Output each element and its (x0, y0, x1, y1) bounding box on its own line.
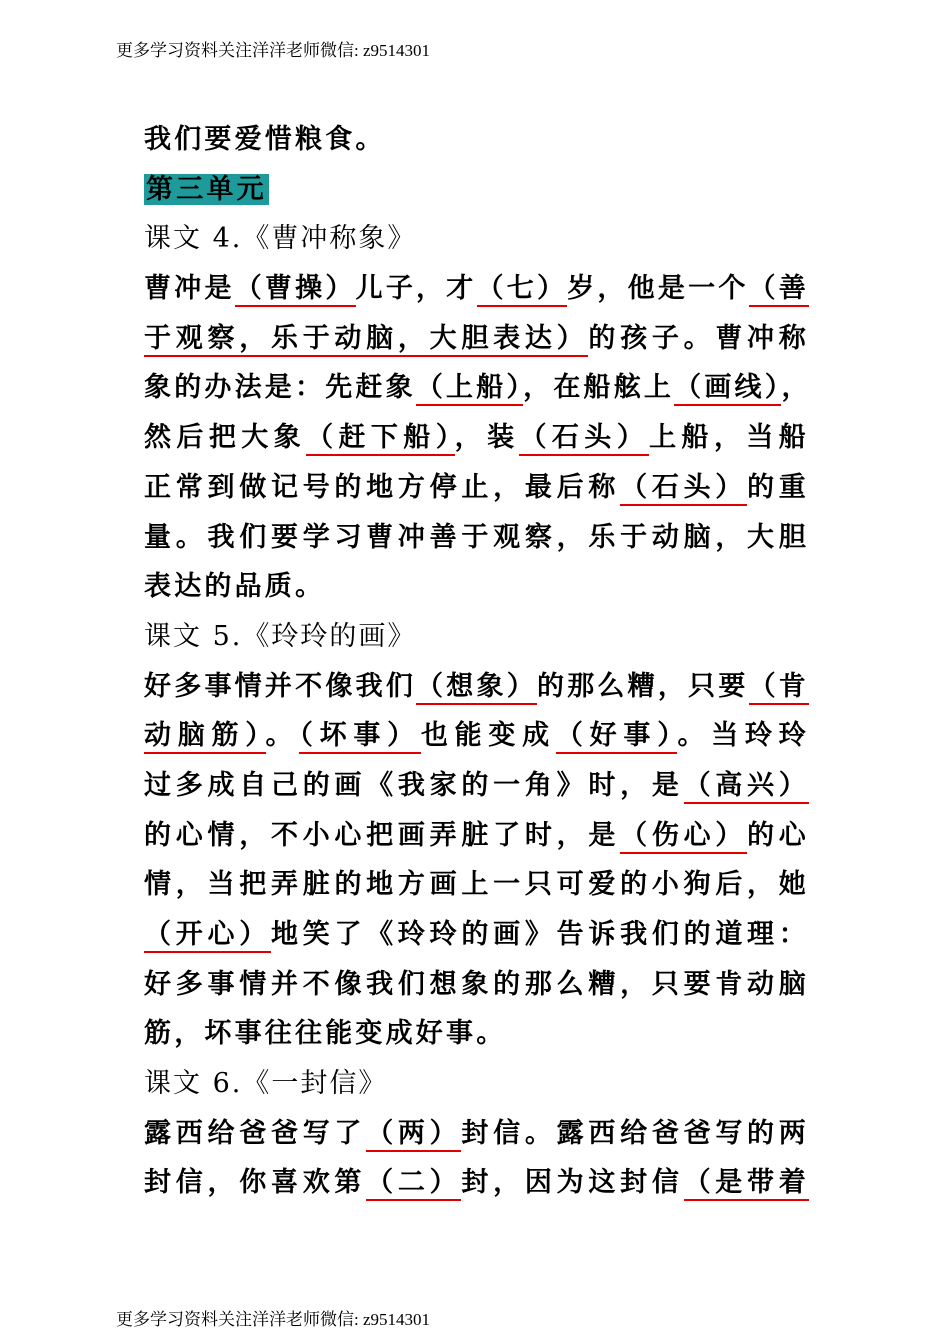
text-segment: 封，因为这封信 (461, 1167, 684, 1199)
text-line (144, 363, 812, 413)
text-segment: 好多事情并不像我们 (144, 670, 417, 702)
fill-blank: （曹操） (235, 273, 356, 307)
fill-blank: （画线） (674, 372, 781, 406)
text-line (144, 314, 809, 364)
lesson-title-text: 课文 5.《玲玲的画》 (144, 620, 417, 652)
lesson-title (144, 612, 809, 662)
text-segment: 然后把大象 (144, 422, 307, 454)
text-segment: ，在船舷上 (523, 372, 675, 404)
lesson-title (144, 214, 809, 264)
fill-blank: （两） (366, 1118, 461, 1152)
text-line (144, 860, 809, 910)
text-segment: 。当玲玲 (677, 720, 809, 752)
text-segment: 的重 (747, 471, 810, 503)
lesson-title-text: 课文 6.《一封信》 (144, 1068, 388, 1100)
text-line (144, 513, 809, 563)
fill-blank: （坏事） (299, 720, 421, 754)
text-line (144, 662, 809, 712)
text-line (144, 413, 809, 463)
text-segment: 儿子，才 (355, 273, 477, 305)
text-line (144, 711, 809, 761)
text-segment: 上船，当船 (649, 422, 809, 454)
text-line (144, 115, 809, 165)
text-segment: 的心 (747, 819, 810, 851)
text-segment: 的心情，不小心把画弄脏了时，是 (144, 819, 621, 851)
text-segment: 象的办法是：先赶象 (144, 372, 416, 404)
text-line (144, 811, 809, 861)
header-watermark: 更多学习资料关注洋洋老师微信: z9514301 (116, 41, 431, 60)
text-segment: 量。我们要学习曹冲善于观察，乐于动脑，大胆 (144, 521, 809, 553)
fill-blank: （高兴） (684, 770, 809, 804)
text-segment: 封信。露西给爸爸写的两 (461, 1117, 809, 1149)
fill-blank: （善 (749, 273, 809, 307)
text-segment: 过多成自己的画《我家的一角》时，是 (144, 769, 684, 801)
text-segment: 的那么糟，只要 (536, 670, 749, 702)
footer-watermark: 更多学习资料关注洋洋老师微信: z9514301 (116, 1310, 431, 1329)
text-segment: 正常到做记号的地方停止，最后称 (144, 471, 621, 503)
fill-blank: （赶下船） (306, 422, 455, 456)
fill-blank: （是带着 (684, 1167, 809, 1201)
text-line (144, 463, 809, 513)
fill-blank: （开心） (144, 919, 271, 953)
text-segment: 表达的品质。 (144, 571, 326, 603)
document-body (144, 115, 812, 1208)
text-segment: 筋，坏事往往能变成好事。 (144, 1018, 507, 1050)
text-segment: 岁，他是一个 (567, 273, 749, 305)
fill-blank: （想象） (416, 671, 537, 705)
fill-blank: （石头） (519, 422, 649, 456)
text-line (144, 562, 809, 612)
fill-blank: （石头） (620, 472, 747, 506)
text-segment: 露西给爸爸写了 (144, 1117, 367, 1149)
lesson-title-text: 课文 4.《曹冲称象》 (144, 223, 417, 255)
text-segment: 地笑了《玲玲的画》告诉我们的道理： (270, 919, 809, 950)
text-line (144, 960, 809, 1010)
text-segment: ，装 (454, 422, 520, 454)
fill-blank: （肯 (749, 671, 809, 705)
fill-blank: （上船） (416, 372, 523, 406)
section-heading-highlight: 第三单元 (146, 173, 267, 205)
text-segment: 。 (265, 720, 300, 752)
text-segment: 我们要爱惜粮食。 (144, 124, 386, 155)
fill-blank: （伤心） (620, 820, 747, 854)
fill-blank: （好事） (556, 720, 678, 754)
text-line (144, 1158, 809, 1208)
text-line (144, 910, 809, 960)
lesson-title (144, 1059, 809, 1109)
section-heading (144, 165, 809, 215)
fill-blank: （二） (366, 1167, 461, 1201)
text-segment: 情，当把弄脏的地方画上一只可爱的小狗后，她 (144, 869, 809, 901)
text-segment: 曹冲是 (144, 273, 235, 305)
fill-blank: 于观察，乐于动脑，大胆表达） (144, 323, 588, 357)
text-segment: 也能变成 (420, 720, 556, 752)
fill-blank: 动脑筋） (144, 720, 266, 754)
text-line (144, 761, 809, 811)
text-segment: 封信，你喜欢第 (144, 1167, 367, 1199)
text-line (144, 1109, 809, 1159)
text-segment: ， (781, 372, 812, 404)
text-line (144, 1009, 809, 1059)
text-segment: 的孩子。曹冲称 (588, 322, 809, 354)
fill-blank: （七） (477, 273, 568, 307)
text-segment: 好多事情并不像我们想象的那么糟，只要肯动脑 (144, 968, 809, 1000)
text-line (144, 264, 809, 314)
